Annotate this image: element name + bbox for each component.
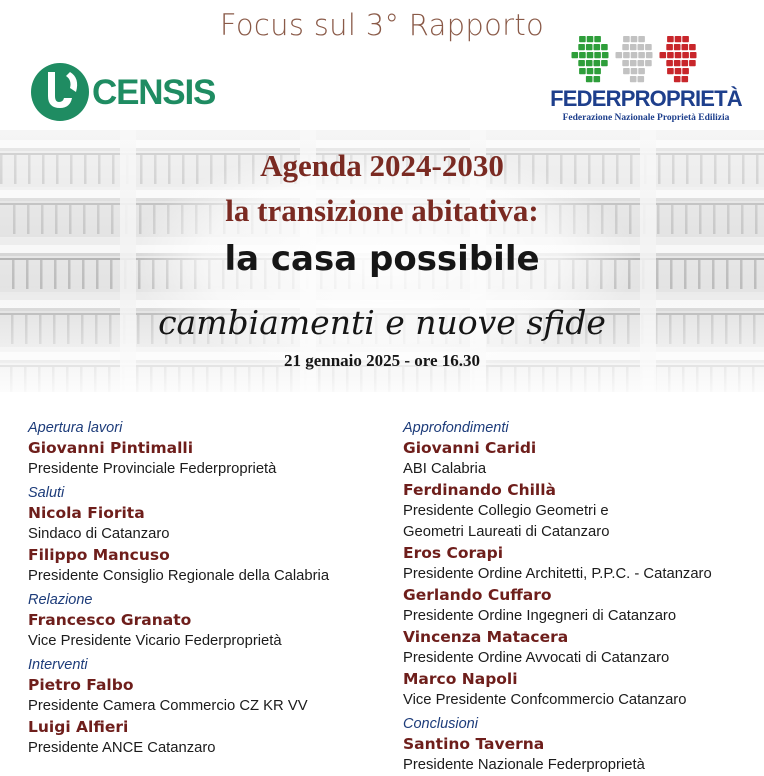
brick — [682, 44, 689, 50]
speaker-role-line: Presidente Camera Commercio CZ KR VV — [28, 698, 308, 714]
speaker-role-line: Vice Presidente Confcommercio Catanzaro — [403, 692, 687, 708]
brick — [623, 52, 630, 58]
brick — [682, 52, 689, 58]
event-title-line2: la transizione abitativa: — [225, 193, 539, 228]
brick — [646, 52, 653, 58]
brick — [674, 76, 681, 82]
speaker-role-line: Presidente Ordine Architetti, P.P.C. - Catanzaro — [403, 566, 712, 582]
speaker-role — [403, 690, 753, 711]
brick — [631, 52, 638, 58]
speaker-role-line: Presidente Consiglio Regionale della Calabria — [28, 568, 330, 584]
brick — [594, 60, 601, 66]
speaker-name: Giovanni Caridi — [403, 439, 537, 457]
brick — [682, 60, 689, 66]
brick — [623, 68, 630, 74]
brick — [579, 36, 586, 42]
program-section — [403, 420, 753, 711]
brick — [578, 44, 585, 50]
federproprieta-wordmark: FEDERPROPRIETÀ — [550, 86, 742, 111]
event-tagline: cambiamenti e nuove sfide — [158, 303, 606, 342]
brick — [579, 68, 586, 74]
speaker-name: Santino Taverna — [403, 735, 545, 753]
speaker-name: Luigi Alfieri — [28, 718, 129, 736]
brick — [586, 44, 593, 50]
brick — [682, 76, 689, 82]
header-band — [0, 130, 764, 392]
brick — [675, 52, 682, 58]
speaker-name: Vincenza Matacera — [403, 628, 569, 646]
brick — [630, 76, 637, 82]
brick — [689, 60, 696, 66]
brick — [674, 44, 681, 50]
brick — [682, 68, 689, 74]
speaker-role — [403, 648, 753, 669]
speaker-role-line: Geometri Laureati di Catanzaro — [403, 524, 610, 540]
brick — [630, 44, 637, 50]
speaker-name: Ferdinando Chillà — [403, 481, 557, 499]
speaker-role — [403, 459, 753, 480]
top-title: Focus sul 3° Rapporto — [219, 8, 545, 42]
speaker-name: Eros Corapi — [403, 544, 504, 562]
brick — [623, 36, 630, 42]
speaker-name: Francesco Granato — [28, 611, 192, 629]
speaker-name: Nicola Fiorita — [28, 504, 145, 522]
brick — [631, 36, 638, 42]
brick — [675, 68, 682, 74]
speaker-role-line: Presidente Ordine Avvocati di Catanzaro — [403, 650, 670, 666]
speaker-role-line: Presidente Collegio Geometri e — [403, 503, 609, 519]
brick — [638, 52, 645, 58]
speaker-role — [28, 459, 378, 480]
speaker-role-line: Presidente Nazionale Federproprietà — [403, 757, 645, 773]
brick — [690, 52, 697, 58]
section-title: Relazione — [28, 592, 93, 608]
speaker-role-line: ABI Calabria — [403, 461, 487, 477]
brick — [667, 36, 674, 42]
brick — [622, 60, 629, 66]
brick — [666, 60, 673, 66]
speaker-name: Marco Napoli — [403, 670, 518, 688]
event-subtitle: la casa possibile — [224, 239, 540, 279]
brick — [631, 68, 638, 74]
program-section — [28, 420, 378, 480]
event-title-line1: Agenda 2024-2030 — [260, 148, 504, 183]
brick — [594, 36, 601, 42]
brick — [638, 36, 645, 42]
event-date: 21 gennaio 2025 - ore 16.30 — [283, 351, 481, 370]
brick — [645, 60, 652, 66]
program-section — [28, 485, 378, 587]
program-section — [403, 716, 753, 776]
brick — [586, 60, 593, 66]
censis-wordmark: CENSIS — [92, 73, 216, 112]
brick — [682, 36, 689, 42]
speaker-name: Pietro Falbo — [28, 676, 134, 694]
brick — [586, 76, 593, 82]
brick — [587, 68, 594, 74]
program-section — [28, 657, 378, 759]
speaker-role — [403, 755, 753, 776]
brick — [578, 60, 585, 66]
federproprieta-subtitle: Federazione Nazionale Proprietà Edilizia — [562, 113, 730, 123]
speaker-role — [28, 631, 378, 652]
section-title: Apertura lavori — [28, 420, 123, 436]
speaker-role-line: Presidente Provinciale Federproprietà — [28, 461, 277, 477]
section-title: Approfondimenti — [403, 420, 509, 436]
speaker-role-line: Vice Presidente Vicario Federproprietà — [28, 633, 282, 649]
brick — [579, 52, 586, 58]
brick — [638, 68, 645, 74]
brick — [601, 44, 608, 50]
brick — [630, 60, 637, 66]
brick-pattern-icon — [548, 34, 748, 90]
speaker-role — [28, 566, 378, 587]
speaker-name: Gerlando Cuffaro — [403, 586, 552, 604]
speaker-role-line: Presidente ANCE Catanzaro — [28, 740, 216, 756]
program-section — [28, 592, 378, 652]
censis-mark-icon — [30, 62, 92, 122]
event-headline — [0, 130, 764, 392]
brick — [674, 60, 681, 66]
speaker-role-line: Presidente Ordine Ingegneri di Catanzaro — [403, 608, 677, 624]
censis-logo — [30, 62, 220, 122]
speaker-name: Giovanni Pintimalli — [28, 439, 194, 457]
speaker-role — [403, 606, 753, 627]
brick — [667, 68, 674, 74]
brick — [616, 52, 623, 58]
speaker-role — [403, 564, 753, 585]
section-title: Conclusioni — [403, 716, 478, 732]
section-title: Saluti — [28, 485, 65, 501]
brick — [594, 44, 601, 50]
brick — [689, 44, 696, 50]
brick — [675, 36, 682, 42]
brick — [572, 52, 579, 58]
brick — [666, 44, 673, 50]
brick — [602, 52, 609, 58]
brick — [594, 52, 601, 58]
speaker-role — [28, 524, 378, 545]
brick — [587, 52, 594, 58]
federproprieta-logo — [548, 34, 748, 130]
brick — [622, 44, 629, 50]
brick — [660, 52, 667, 58]
brick — [594, 68, 601, 74]
section-title: Interventi — [28, 657, 88, 673]
brick — [638, 76, 645, 82]
brick — [587, 36, 594, 42]
speaker-role — [28, 738, 378, 759]
brick — [667, 52, 674, 58]
program-left-column — [28, 420, 378, 759]
speaker-name: Filippo Mancuso — [28, 546, 170, 564]
brick — [638, 44, 645, 50]
brick — [638, 60, 645, 66]
program-right-column — [403, 420, 753, 776]
speaker-role-line: Sindaco di Catanzaro — [28, 526, 170, 542]
brick — [594, 76, 601, 82]
speaker-role — [403, 501, 753, 543]
speaker-role — [28, 696, 378, 717]
brick — [601, 60, 608, 66]
brick — [645, 44, 652, 50]
